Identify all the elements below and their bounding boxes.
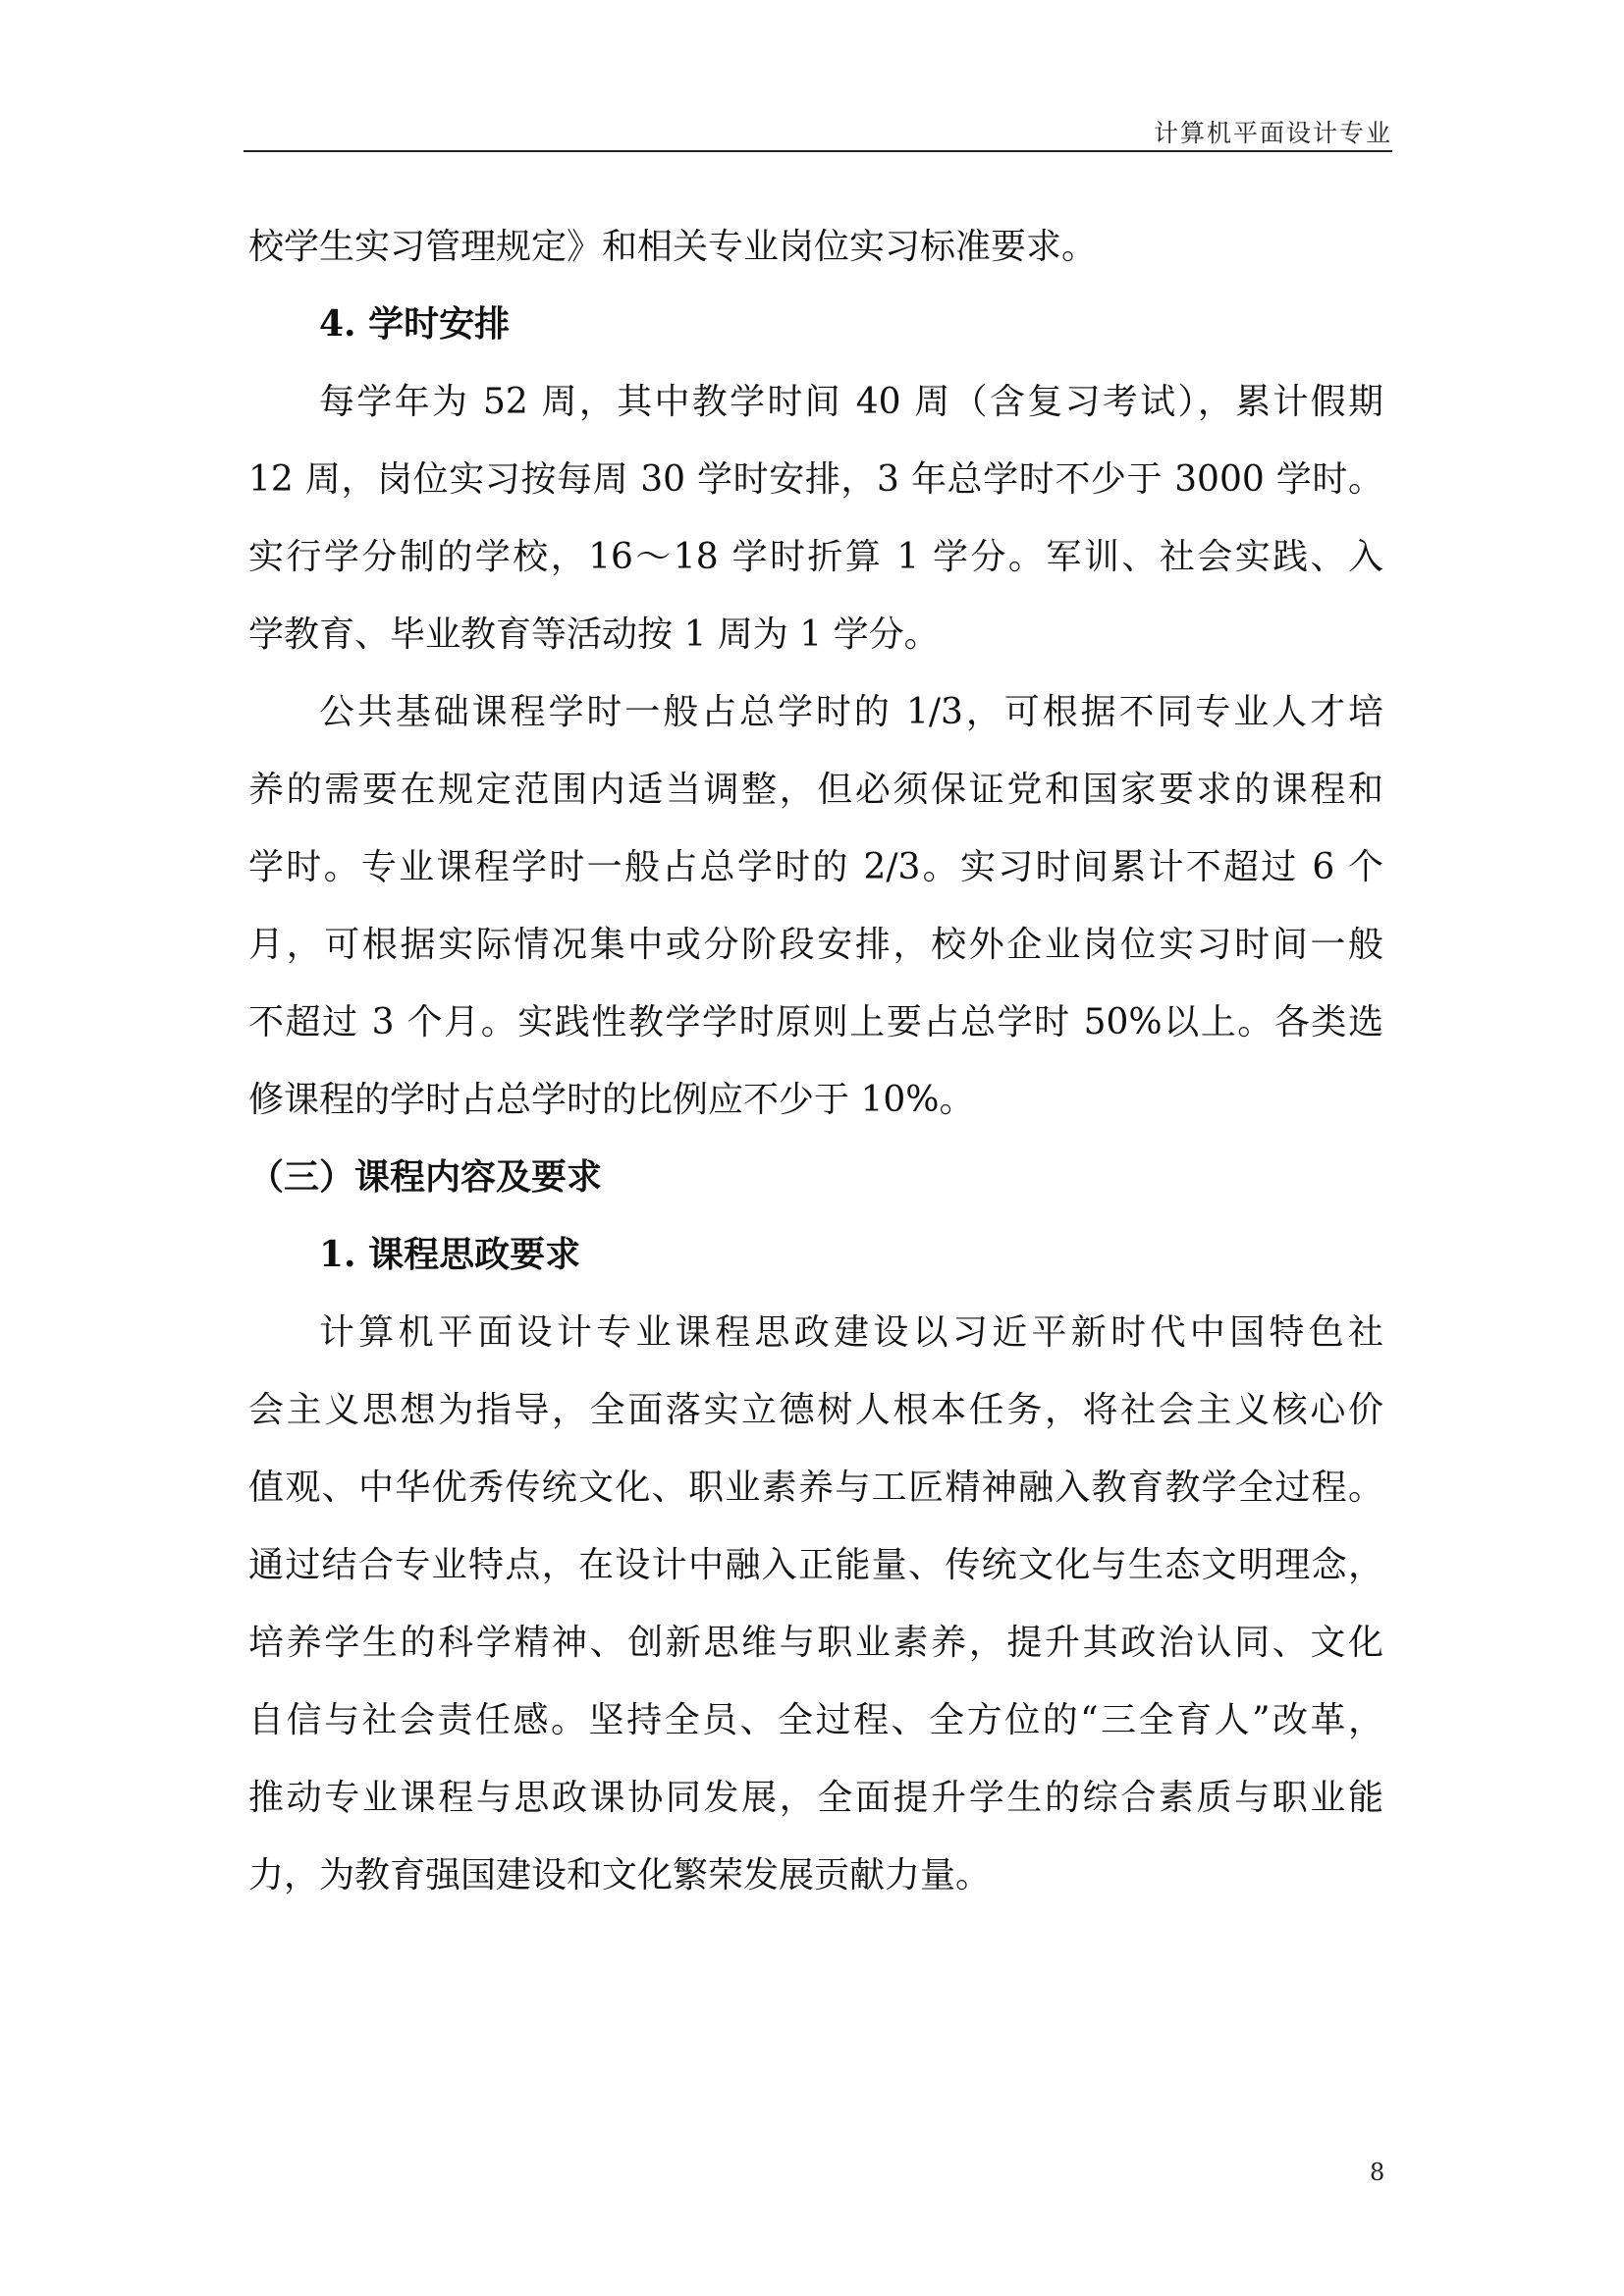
body-text-line: 力，为教育强国建设和文化繁荣发展贡献力量。 xyxy=(248,1855,992,1896)
header-divider xyxy=(244,150,1392,152)
document-body xyxy=(248,208,1383,1914)
section-heading-schedule: 4. 学时安排 xyxy=(319,303,511,345)
body-text-line: 通过结合专业特点，在设计中融入正能量、传统文化与生态文明理念， xyxy=(248,1545,1383,1585)
body-text-line: 不超过 3 个月。实践性教学学时原则上要占总学时 50%以上。各类选 xyxy=(248,1002,1383,1042)
body-text-line: 每学年为 52 周，其中教学时间 40 周（含复习考试），累计假期 xyxy=(319,382,1383,422)
body-text-line: 公共基础课程学时一般占总学时的 1/3，可根据不同专业人才培 xyxy=(319,692,1383,732)
body-text-line: 培养学生的科学精神、创新思维与职业素养，提升其政治认同、文化 xyxy=(248,1623,1383,1663)
running-header-title: 计算机平面设计专业 xyxy=(1153,119,1392,147)
body-text-line: 月，可根据实际情况集中或分阶段安排，校外企业岗位实习时间一般 xyxy=(248,925,1383,965)
subsection-heading-ideological: 1. 课程思政要求 xyxy=(319,1234,581,1275)
body-text-line: 会主义思想为指导，全面落实立德树人根本任务，将社会主义核心价 xyxy=(248,1390,1383,1430)
body-text-line: 养的需要在规定范围内适当调整，但必须保证党和国家要求的课程和 xyxy=(248,770,1383,810)
body-text-line: 12 周，岗位实习按每周 30 学时安排，3 年总学时不少于 3000 学时。 xyxy=(248,459,1383,500)
body-text-line: 学教育、毕业教育等活动按 1 周为 1 学分。 xyxy=(248,614,940,655)
body-text-line: 校学生实习管理规定》和相关专业岗位实习标准要求。 xyxy=(248,227,1098,267)
body-text-line: 实行学分制的学校，16～18 学时折算 1 学分。军训、社会实践、入 xyxy=(248,537,1383,577)
body-text-line: 修课程的学时占总学时的比例应不少于 10%。 xyxy=(248,1080,975,1120)
body-text-line: 值观、中华优秀传统文化、职业素养与工匠精神融入教育教学全过程。 xyxy=(248,1468,1383,1508)
body-text-line: 计算机平面设计专业课程思政建设以习近平新时代中国特色社 xyxy=(319,1312,1383,1353)
body-text-line: 自信与社会责任感。坚持全员、全过程、全方位的“三全育人”改革， xyxy=(248,1700,1383,1740)
body-text-line: 推动专业课程与思政课协同发展，全面提升学生的综合素质与职业能 xyxy=(248,1778,1383,1818)
body-text-line: 学时。专业课程学时一般占总学时的 2/3。实习时间累计不超过 6 个 xyxy=(248,847,1383,887)
section-heading-course-content: （三）课程内容及要求 xyxy=(248,1156,603,1198)
page-number: 8 xyxy=(1370,2159,1385,2186)
